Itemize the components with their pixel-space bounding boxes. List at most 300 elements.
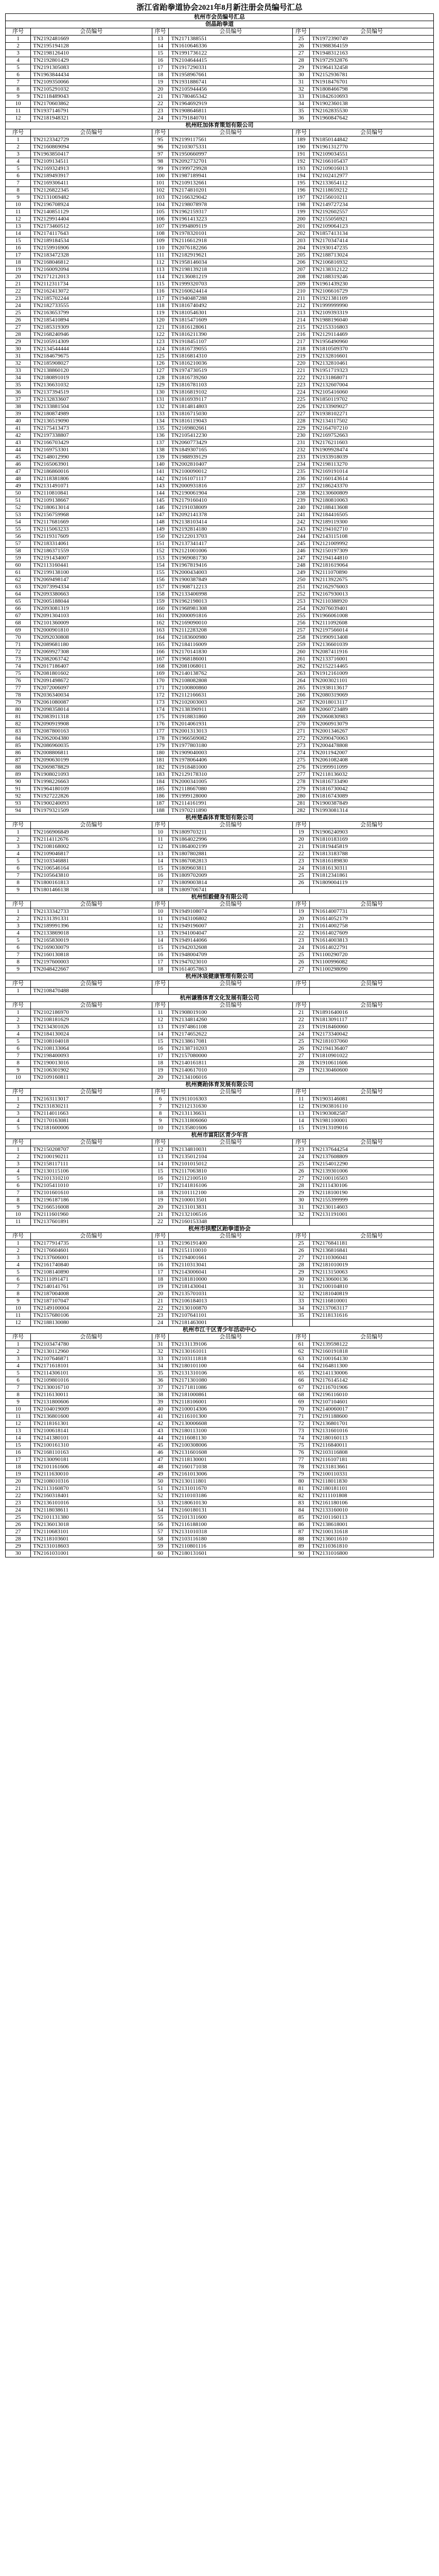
member-no-cell: TN2111430106 — [310, 1182, 434, 1190]
seq-cell: 160 — [152, 605, 169, 613]
seq-cell: 21 — [152, 1211, 169, 1218]
seq-cell: 7 — [6, 1384, 31, 1392]
member-no-cell: TN2135701031 — [169, 1291, 293, 1298]
member-no-cell: TN2117063810 — [169, 1168, 293, 1175]
seq-cell: 28 — [293, 1262, 310, 1269]
seq-cell: 19 — [152, 1067, 169, 1074]
member-no-cell: TN1903816110 — [310, 1103, 434, 1110]
table-row — [6, 1045, 434, 1053]
member-no-cell: TN2133654112 — [310, 180, 434, 187]
member-no-cell: TN1958146034 — [169, 259, 293, 266]
seq-cell: 17 — [152, 1053, 169, 1060]
seq-cell: 236 — [293, 476, 310, 483]
member-no-cell: TN2116188100 — [169, 1521, 293, 1529]
member-no-cell: TN1979321509 — [31, 807, 152, 815]
seq-cell: 144 — [152, 490, 169, 497]
table-row — [6, 555, 434, 562]
table-row — [6, 966, 434, 973]
seq-cell: 11 — [152, 916, 169, 923]
table-row — [6, 281, 434, 288]
seq-cell: 6 — [6, 173, 31, 180]
column-header-seq: 序号 — [6, 28, 31, 36]
column-header-seq: 序号 — [152, 129, 169, 137]
member-no-cell: TN2091304103 — [31, 613, 152, 620]
seq-cell: 13 — [152, 1024, 169, 1031]
seq-cell: 134 — [152, 418, 169, 425]
member-no-cell: TN2198400093 — [31, 1053, 152, 1060]
member-no-cell: TN2118038611 — [31, 1507, 152, 1514]
seq-cell: 83 — [6, 728, 31, 735]
table-row — [6, 490, 434, 497]
seq-cell: 159 — [152, 598, 169, 605]
seq-cell: 23 — [293, 1146, 310, 1154]
table-row — [6, 1190, 434, 1197]
member-no-cell: TN2162835530 — [310, 108, 434, 115]
seq-cell: 25 — [293, 36, 310, 43]
seq-cell: 277 — [293, 771, 310, 778]
member-no-cell: TN2140617010 — [169, 1067, 293, 1074]
seq-cell: 8 — [6, 1291, 31, 1298]
member-no-cell: TN2168240946 — [31, 331, 152, 338]
member-no-cell: TN2008806811 — [31, 750, 152, 757]
member-no-cell: TN1948312163 — [310, 50, 434, 57]
table-row — [6, 317, 434, 324]
member-no-cell: TN1918451107 — [169, 338, 293, 346]
table-row — [6, 641, 434, 649]
member-no-cell: TN2143115108 — [310, 533, 434, 540]
member-no-cell: TN2101311600 — [169, 1514, 293, 1521]
table-row — [6, 1399, 434, 1406]
member-no-cell: TN2103075331 — [169, 144, 293, 151]
member-no-cell: TN2106616729 — [310, 288, 434, 295]
seq-cell: 111 — [152, 252, 169, 259]
seq-cell: 8 — [6, 187, 31, 194]
member-no-cell: TN1967819416 — [169, 562, 293, 569]
seq-cell: 23 — [293, 937, 310, 944]
member-no-cell: TN1908019100 — [169, 1009, 293, 1016]
seq-cell: 26 — [293, 1247, 310, 1255]
seq-cell: 142 — [152, 476, 169, 483]
member-no-cell: TN1809603811 — [169, 865, 293, 872]
table-row — [6, 418, 434, 425]
seq-cell: 10 — [152, 1125, 169, 1132]
seq-cell: 169 — [152, 670, 169, 677]
seq-cell: 15 — [152, 50, 169, 57]
seq-cell: 49 — [6, 483, 31, 490]
member-no-cell: TN2160143614 — [310, 476, 434, 483]
member-no-cell: TN2190013016 — [31, 1060, 152, 1067]
member-no-cell: TN2186243370 — [310, 483, 434, 490]
table-row — [6, 1262, 434, 1269]
member-no-cell: TN1857413134 — [310, 230, 434, 238]
member-no-cell: TN2060830983 — [310, 714, 434, 721]
member-no-cell: TN1800161813 — [31, 879, 152, 887]
seq-cell: 57 — [152, 1529, 169, 1536]
seq-cell: 264 — [293, 677, 310, 685]
seq-cell: 9 — [6, 1204, 31, 1211]
seq-cell: 170 — [152, 677, 169, 685]
seq-cell: 244 — [293, 533, 310, 540]
member-no-cell: TN2093081319 — [31, 605, 152, 613]
column-header-row — [6, 822, 434, 829]
table-row — [6, 591, 434, 598]
seq-cell: 152 — [152, 548, 169, 555]
member-no-cell: TN2148012990 — [31, 454, 152, 461]
seq-cell: 27 — [293, 966, 310, 973]
member-no-cell: TN2180131601 — [169, 1550, 293, 1557]
member-no-cell: TN2109132661 — [169, 180, 293, 187]
member-no-cell: TN2166516008 — [31, 1204, 152, 1211]
seq-cell: 105 — [152, 209, 169, 216]
table-row — [6, 627, 434, 634]
table-row — [6, 988, 434, 995]
seq-cell: 5 — [6, 1125, 31, 1132]
member-no-cell: TN1908021093 — [31, 771, 152, 778]
seq-cell: 45 — [6, 454, 31, 461]
seq-cell: 128 — [152, 375, 169, 382]
member-no-cell: TN2161740840 — [31, 1262, 152, 1269]
seq-cell: 32 — [293, 1211, 310, 1218]
member-no-cell: TN2137341417 — [169, 540, 293, 548]
table-row — [6, 1218, 434, 1226]
column-header-seq: 序号 — [293, 822, 310, 829]
table-row — [6, 439, 434, 447]
member-no-cell: TN2100131618 — [310, 1529, 434, 1536]
seq-cell: 6 — [6, 72, 31, 79]
table-row — [6, 1406, 434, 1413]
member-no-cell: TN2137394519 — [31, 389, 152, 396]
seq-cell: 10 — [152, 908, 169, 916]
seq-cell: 53 — [6, 512, 31, 519]
seq-cell: 3 — [6, 151, 31, 158]
member-no-cell: TN2102412977 — [310, 173, 434, 180]
seq-cell: 103 — [152, 194, 169, 201]
seq-cell: 19 — [6, 1471, 31, 1478]
seq-cell: 199 — [293, 209, 310, 216]
member-no-cell: TN2160171038 — [169, 1464, 293, 1471]
seq-cell: 183 — [152, 771, 169, 778]
seq-cell: 96 — [152, 144, 169, 151]
table-row — [6, 1370, 434, 1377]
member-no-cell: TN2118667080 — [169, 786, 293, 793]
member-no-cell: TN2136801701 — [310, 1420, 434, 1428]
column-header-member-no: 会员编号 — [169, 1089, 293, 1096]
table-row — [6, 1110, 434, 1117]
column-header-seq: 序号 — [293, 901, 310, 908]
member-no-cell: TN1819445819 — [310, 843, 434, 851]
member-no-cell: TN2118130001 — [169, 1456, 293, 1464]
seq-cell: 4 — [6, 1117, 31, 1125]
member-no-cell: TN2111070890 — [310, 569, 434, 577]
seq-cell: 85 — [293, 1514, 310, 1521]
table-row — [6, 36, 434, 43]
seq-cell: 67 — [6, 613, 31, 620]
seq-cell: 92 — [6, 793, 31, 800]
column-header-seq: 序号 — [293, 1233, 310, 1240]
seq-cell: 12 — [6, 216, 31, 223]
column-header-member-no: 会员编号 — [310, 1089, 434, 1096]
seq-cell: 48 — [6, 476, 31, 483]
seq-cell: 35 — [152, 1370, 169, 1377]
member-no-cell: TN1842610693 — [310, 93, 434, 100]
seq-cell: 27 — [293, 1255, 310, 1262]
member-no-cell: TN2110361810 — [310, 1543, 434, 1550]
member-no-cell: TN2111630010 — [31, 1471, 152, 1478]
seq-cell: 22 — [6, 1493, 31, 1500]
member-no-cell: TN2118011830 — [310, 1478, 434, 1485]
table-row — [6, 403, 434, 411]
member-no-cell: TN2179160410 — [169, 497, 293, 504]
member-no-cell: TN2105412230 — [169, 432, 293, 439]
seq-cell: 17 — [152, 879, 169, 887]
seq-cell: 3 — [6, 1355, 31, 1363]
member-no-cell: TN2171618101 — [31, 1363, 152, 1370]
seq-cell: 11 — [6, 209, 31, 216]
seq-cell: 7 — [6, 180, 31, 187]
member-no-cell: TN2122013703 — [169, 533, 293, 540]
member-no-cell: TN2188713024 — [310, 252, 434, 259]
seq-cell: 88 — [293, 1536, 310, 1543]
seq-cell: 166 — [152, 649, 169, 656]
member-no-cell: TN1100298090 — [310, 966, 434, 973]
member-no-cell: TN2170347414 — [310, 238, 434, 245]
member-no-cell: TN1908712213 — [169, 584, 293, 591]
seq-cell: 222 — [293, 375, 310, 382]
seq-cell: 43 — [152, 1428, 169, 1435]
member-no-cell: TN2114011663 — [31, 1110, 152, 1117]
seq-cell: 208 — [293, 274, 310, 281]
seq-cell: 71 — [293, 1413, 310, 1420]
column-header-member-no: 会员编号 — [169, 901, 293, 908]
seq-cell: 269 — [293, 714, 310, 721]
member-no-cell: TN2150208707 — [31, 1146, 152, 1154]
table-row — [6, 1377, 434, 1384]
seq-cell: 23 — [6, 1500, 31, 1507]
member-no-cell: TN2132810461 — [310, 360, 434, 367]
seq-cell: 260 — [293, 649, 310, 656]
seq-cell: 178 — [152, 735, 169, 742]
member-no-cell: TN1100996082 — [310, 959, 434, 966]
table-row — [6, 1074, 434, 1081]
seq-cell: 2 — [6, 1103, 31, 1110]
seq-cell: 130 — [152, 389, 169, 396]
table-row — [6, 1146, 434, 1154]
member-no-cell: TN2073994334 — [31, 584, 152, 591]
seq-cell: 257 — [293, 627, 310, 634]
member-no-cell: TN2155399999 — [310, 1197, 434, 1204]
column-header-seq: 序号 — [293, 980, 310, 988]
seq-cell: 61 — [6, 569, 31, 577]
member-no-cell: TN2180610130 — [169, 1500, 293, 1507]
member-no-cell: TN2188413608 — [310, 504, 434, 512]
column-header-seq: 序号 — [6, 1139, 31, 1146]
table-row — [6, 1125, 434, 1132]
member-no-cell: TN2069498147 — [31, 577, 152, 584]
member-no-cell: TN2103346881 — [31, 858, 152, 865]
member-no-cell: TN2060773429 — [169, 439, 293, 447]
member-no-cell: TN1816740492 — [169, 302, 293, 310]
seq-cell: 1 — [6, 1096, 31, 1103]
member-no-cell: TN2180810063 — [310, 497, 434, 504]
table-row — [6, 173, 434, 180]
member-no-cell: TN2136801600 — [31, 1413, 152, 1420]
seq-cell: 143 — [152, 483, 169, 490]
seq-cell: 20 — [293, 916, 310, 923]
member-no-cell: TN2158117111 — [31, 1161, 152, 1168]
table-row — [6, 367, 434, 375]
member-no-cell: TN2116130011 — [31, 1392, 152, 1399]
seq-cell: 140 — [152, 461, 169, 468]
seq-cell: 28 — [6, 1536, 31, 1543]
member-no-cell: TN1816819102 — [169, 389, 293, 396]
seq-cell: 2 — [6, 836, 31, 843]
column-header-row — [6, 1002, 434, 1009]
table-row — [6, 605, 434, 613]
member-no-cell — [310, 1074, 434, 1081]
member-no-cell: TN2109393319 — [310, 310, 434, 317]
table-row — [6, 353, 434, 360]
seq-cell: 34 — [293, 100, 310, 108]
member-no-cell: TN2151110010 — [169, 1247, 293, 1255]
seq-cell: 13 — [293, 1110, 310, 1117]
seq-cell: 34 — [6, 375, 31, 382]
seq-cell: 1 — [6, 1341, 31, 1348]
member-no-cell: TN1614052179 — [310, 916, 434, 923]
table-row — [6, 771, 434, 778]
member-no-cell: TN2100116503 — [310, 1175, 434, 1182]
table-row — [6, 1521, 434, 1529]
seq-cell: 209 — [293, 281, 310, 288]
seq-cell: 196 — [293, 187, 310, 194]
seq-cell: 200 — [293, 216, 310, 223]
seq-cell: 9 — [6, 966, 31, 973]
column-header-member-no: 会员编号 — [310, 1334, 434, 1341]
seq-cell: 5 — [6, 1175, 31, 1182]
section-heading: 杭州楚森体育策划有限公司 — [6, 815, 434, 822]
column-header-seq: 序号 — [152, 1233, 169, 1240]
member-no-cell: TN2199117561 — [169, 137, 293, 144]
member-no-cell: TN2089681180 — [31, 641, 152, 649]
member-no-cell: TN2155056921 — [310, 216, 434, 223]
seq-cell: 24 — [6, 1507, 31, 1514]
column-header-seq: 序号 — [152, 1002, 169, 1009]
seq-cell: 137 — [152, 439, 169, 447]
member-no-cell: TN2169752663 — [310, 432, 434, 439]
member-no-cell: TN2161180106 — [310, 1500, 434, 1507]
seq-cell: 29 — [293, 64, 310, 72]
seq-cell: 40 — [6, 418, 31, 425]
seq-cell: 20 — [6, 274, 31, 281]
column-header-row — [6, 28, 434, 36]
seq-cell: 165 — [152, 641, 169, 649]
seq-cell: 265 — [293, 685, 310, 692]
seq-cell: 114 — [152, 274, 169, 281]
table-row — [6, 887, 434, 894]
seq-cell: 13 — [6, 1428, 31, 1435]
member-no-cell: TN2169090010 — [169, 620, 293, 627]
member-no-cell: TN2114161991 — [169, 800, 293, 807]
table-row — [6, 1464, 434, 1471]
column-header-seq: 序号 — [152, 980, 169, 988]
member-no-cell: TN2131011670 — [169, 1485, 293, 1493]
column-header-seq: 序号 — [293, 1089, 310, 1096]
seq-cell: 78 — [293, 1464, 310, 1471]
member-no-cell: TN2196191400 — [169, 1240, 293, 1247]
seq-cell: 278 — [293, 778, 310, 786]
member-no-cell: TN2130460600 — [310, 1067, 434, 1074]
seq-cell: 87 — [293, 1529, 310, 1536]
table-row — [6, 649, 434, 656]
member-no-cell: TN2126822345 — [31, 187, 152, 194]
member-no-cell: TN1910611606 — [310, 1060, 434, 1067]
seq-cell: 4 — [6, 930, 31, 937]
member-no-cell: TN2110683101 — [31, 1529, 152, 1536]
seq-cell: 172 — [152, 692, 169, 699]
seq-cell: 29 — [293, 1190, 310, 1197]
seq-cell — [293, 1319, 310, 1327]
seq-cell: 258 — [293, 634, 310, 641]
member-no-cell: TN2192602557 — [310, 209, 434, 216]
table-row — [6, 1536, 434, 1543]
table-row — [6, 180, 434, 187]
member-no-cell: TN1993081314 — [310, 807, 434, 815]
column-header-member-no: 会员编号 — [310, 1139, 434, 1146]
seq-cell: 153 — [152, 555, 169, 562]
table-row — [6, 800, 434, 807]
seq-cell: 186 — [152, 793, 169, 800]
seq-cell: 6 — [6, 1276, 31, 1283]
seq-cell: 253 — [293, 598, 310, 605]
member-no-cell: TN2116101300 — [169, 1413, 293, 1420]
seq-cell: 30 — [293, 72, 310, 79]
seq-cell: 201 — [293, 223, 310, 230]
table-row — [6, 1543, 434, 1550]
table-row — [6, 1117, 434, 1125]
member-no-cell: TN2107641101 — [169, 1312, 293, 1319]
seq-cell: 5 — [6, 858, 31, 865]
seq-cell: 77 — [6, 685, 31, 692]
member-no-cell: TN2160318401 — [31, 1493, 152, 1500]
member-no-cell: TN2156759968 — [31, 512, 152, 519]
seq-cell: 246 — [293, 548, 310, 555]
seq-cell: 24 — [293, 1031, 310, 1038]
seq-cell: 11 — [6, 1218, 31, 1226]
member-no-cell: TN2101360009 — [31, 620, 152, 627]
seq-cell: 4 — [6, 1363, 31, 1370]
seq-cell: 30 — [293, 1276, 310, 1283]
seq-cell: 72 — [293, 1420, 310, 1428]
seq-cell: 36 — [293, 115, 310, 122]
seq-cell: 139 — [152, 454, 169, 461]
member-no-cell: TN2153316803 — [310, 324, 434, 331]
table-row — [6, 461, 434, 468]
table-row — [6, 86, 434, 93]
seq-cell: 54 — [152, 1507, 169, 1514]
member-no-cell: TN2194001661 — [169, 1255, 293, 1262]
seq-cell: 41 — [152, 1413, 169, 1420]
member-no-cell: TN2134117502 — [310, 418, 434, 425]
table-row — [6, 324, 434, 331]
member-no-cell: TN1813091117 — [310, 1016, 434, 1024]
member-no-cell: TN2112166631 — [169, 692, 293, 699]
seq-cell: 102 — [152, 187, 169, 194]
seq-cell: 150 — [152, 533, 169, 540]
seq-cell: 28 — [293, 1182, 310, 1190]
member-no-cell: TN2136081219 — [169, 274, 293, 281]
seq-cell: 14 — [6, 1435, 31, 1442]
member-no-cell: TN1941004047 — [169, 930, 293, 937]
member-no-cell: TN2109016013 — [310, 165, 434, 173]
